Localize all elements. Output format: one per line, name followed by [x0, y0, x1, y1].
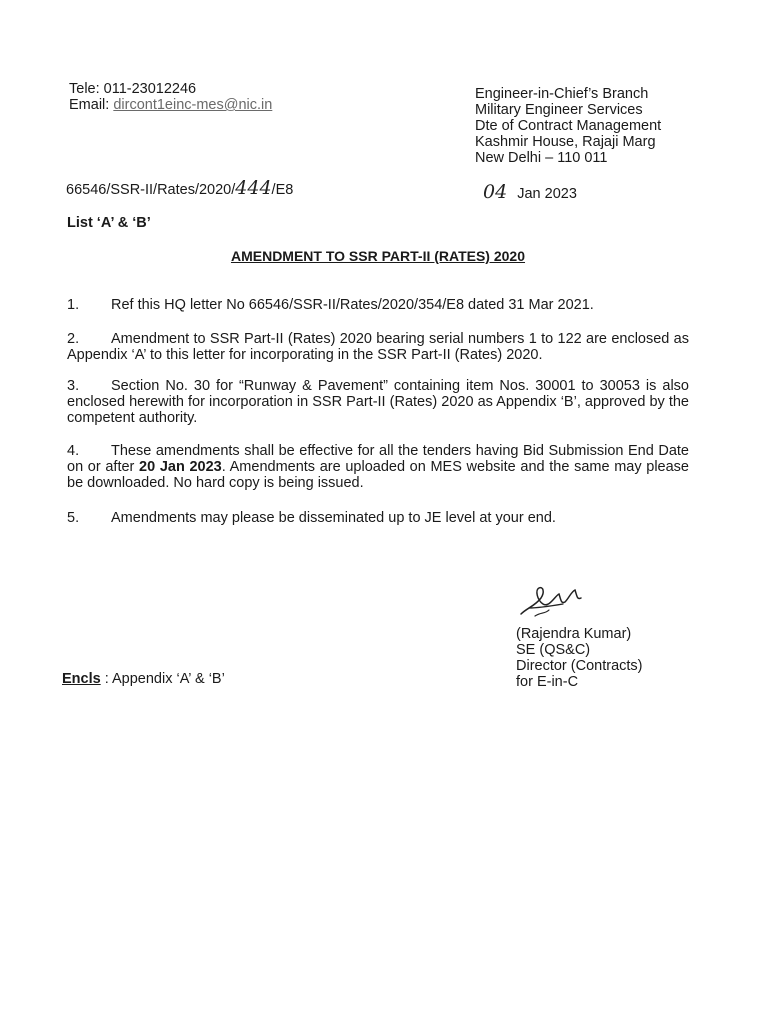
- paragraph-number: 1.: [67, 297, 80, 313]
- paragraph-number: 2.: [67, 331, 80, 347]
- signatory-role: Director (Contracts): [516, 658, 643, 674]
- paragraph-number: 3.: [67, 378, 80, 394]
- address-line: Dte of Contract Management: [475, 118, 662, 134]
- paragraph-text-before: These amendments shall be effective for all the tenders having Bid Submission End Date on or after: [67, 443, 689, 475]
- reference-suffix: /E8: [271, 182, 294, 198]
- office-address: [475, 86, 661, 166]
- paragraph-2: [67, 331, 689, 363]
- paragraph-5: [67, 510, 689, 526]
- signatory-name: (Rajendra Kumar): [516, 626, 632, 642]
- address-line: New Delhi – 110 011: [475, 150, 608, 166]
- enclosures-label: Encls: [62, 671, 101, 687]
- paragraph-3: [67, 378, 689, 426]
- telephone: Tele: 011-23012246: [69, 81, 197, 97]
- paragraph-text: Amendment to SSR Part-II (Rates) 2020 bearing serial numbers 1 to 122 are enclosed as Appendix ‘A’ to this letter for incorporating in the SSR Part-II (Rates) 2020.: [67, 331, 689, 363]
- date-month-year: Jan 2023: [517, 186, 577, 202]
- signatory-for: for E-in-C: [516, 674, 579, 690]
- paragraph-text: Ref this HQ letter No 66546/SSR-II/Rates/2020/354/E8 dated 31 Mar 2021.: [111, 297, 594, 313]
- handwritten-day: 04: [483, 181, 508, 203]
- document-title: AMENDMENT TO SSR PART-II (RATES) 2020: [230, 248, 526, 264]
- address-line: Engineer-in-Chief’s Branch: [475, 86, 649, 102]
- paragraph-text-after: . Amendments are uploaded on MES website and the same may please be downloaded. No hard copy is being issued.: [67, 459, 689, 491]
- reference-prefix: 66546/SSR-II/Rates/2020/: [66, 182, 236, 198]
- enclosures-value: Appendix ‘A’ & ‘B’: [111, 671, 225, 687]
- paragraph-number: 4.: [67, 443, 80, 459]
- handwritten-reference-no: 444: [235, 177, 272, 199]
- signatory-designation: SE (QS&C): [516, 642, 591, 658]
- enclosures: [62, 671, 225, 687]
- address-line: Kashmir House, Rajaji Marg: [475, 134, 656, 150]
- enclosures-separator: :: [100, 671, 112, 687]
- paragraph-1: [67, 297, 689, 313]
- paragraph-4: [67, 443, 689, 491]
- effective-date: 20 Jan 2023: [139, 459, 222, 475]
- paragraph-text: Section No. 30 for “Runway & Pavement” containing item Nos. 30001 to 30053 is also enclosed herewith for incorporation in SSR Part-II (Rates) 2020 as Appendix ‘B’, approved by the competent authority.: [67, 378, 689, 426]
- email-line: [69, 97, 272, 113]
- email-label: Email:: [69, 97, 110, 113]
- paragraph-text: [67, 443, 689, 491]
- paragraph-number: 5.: [67, 510, 80, 526]
- reference-number: [66, 177, 294, 199]
- signature-block: [516, 626, 643, 690]
- address-line: Military Engineer Services: [475, 102, 643, 118]
- email-link[interactable]: dircont1einc-mes@nic.in: [113, 97, 273, 113]
- paragraph-text: Amendments may please be disseminated up to JE level at your end.: [111, 510, 556, 526]
- signature-image: [515, 578, 587, 622]
- letter-date: [483, 181, 577, 203]
- list-line: List ‘A’ & ‘B’: [67, 215, 151, 231]
